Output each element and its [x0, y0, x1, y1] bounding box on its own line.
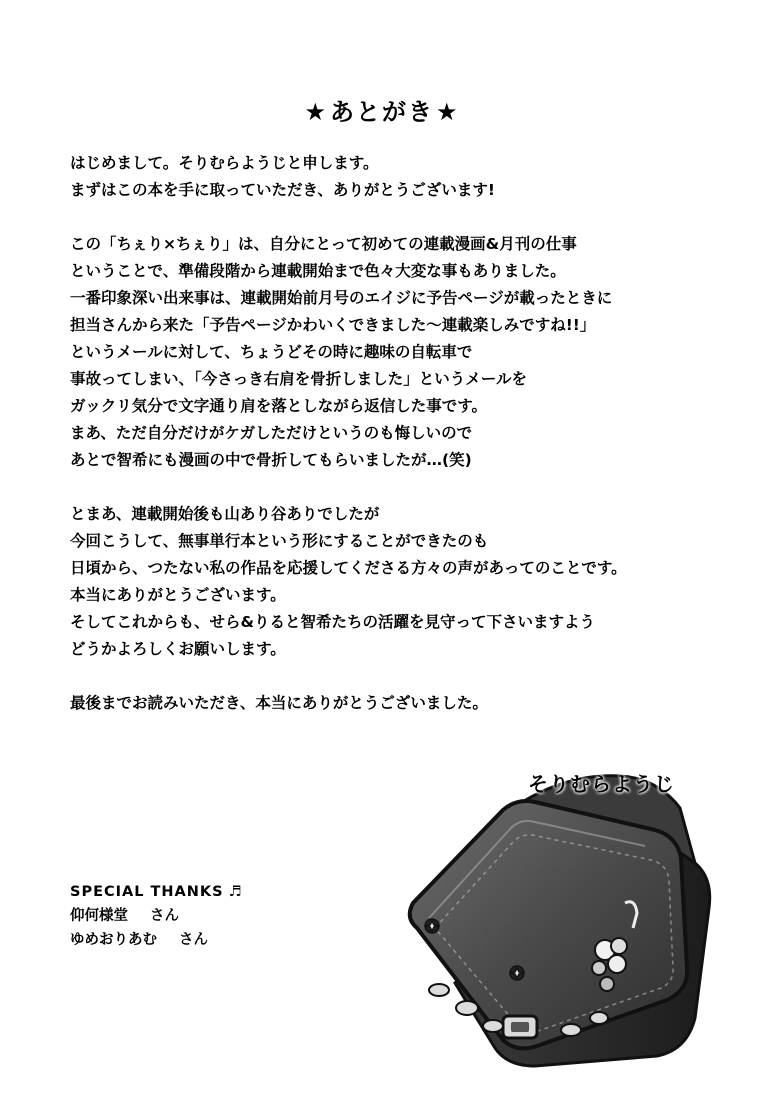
- text-line: 日頃から、つたない私の作品を応援してくださる方々の声があってのことです。: [70, 559, 627, 577]
- text-line: ガックリ気分で文字通り肩を落としながら返信した事です。: [70, 397, 487, 415]
- text-line: 事故ってしまい、「今さっき右肩を骨折しました」というメールを: [70, 370, 527, 388]
- thanks-suffix: さん: [150, 908, 179, 924]
- paragraph: [70, 690, 730, 717]
- text-line: まずはこの本を手に取っていただき、ありがとうございます!: [70, 181, 495, 199]
- text-line: 本当にありがとうございます。: [70, 586, 286, 604]
- paragraph: [70, 150, 730, 204]
- thanks-name-row: [70, 928, 242, 952]
- thanks-name: ゆめおりあむ: [70, 932, 157, 948]
- thanks-name: 仰何様堂: [70, 908, 128, 924]
- title-text: あとがき: [330, 98, 434, 126]
- special-thanks: [70, 880, 242, 952]
- text-line: ということで、準備段階から連載開始まで色々大変な事もありました。: [70, 262, 566, 280]
- paragraph: [70, 231, 730, 474]
- thanks-name-row: [70, 904, 242, 928]
- special-thanks-heading-row: [70, 880, 242, 904]
- thanks-suffix: さん: [179, 932, 208, 948]
- text-line: とまあ、連載開始後も山あり谷ありでしたが: [70, 505, 380, 523]
- text-line: 担当さんから来た「予告ページかわいくできました〜連載楽しみですね!!」: [70, 316, 596, 334]
- text-line: 一番印象深い出来事は、連載開始前月号のエイジに予告ページが載ったときに: [70, 289, 613, 307]
- author-signature: そりむらようじ: [528, 772, 675, 796]
- afterword-body: [70, 150, 730, 744]
- music-note-icon: ♬: [228, 884, 242, 900]
- text-line: 最後までお読みいただき、本当にありがとうございました。: [70, 694, 488, 712]
- text-line: どうかよろしくお願いします。: [70, 640, 286, 658]
- text-line: 今回こうして、無事単行本という形にすることができたのも: [70, 532, 489, 550]
- text-line: まあ、ただ自分だけがケガしただけというのも悔しいので: [70, 424, 473, 442]
- text-line: あとで智希にも漫画の中で骨折してもらいましたが…(笑): [70, 451, 472, 469]
- randoseru-backpack-icon: [395, 768, 735, 1068]
- text-line: はじめまして。そりむらようじと申します。: [70, 154, 379, 172]
- star-icon: ★: [436, 98, 460, 126]
- text-line: というメールに対して、ちょうどその時に趣味の自転車で: [70, 343, 473, 361]
- paragraph: [70, 501, 730, 663]
- text-line: この「ちぇり×ちぇり」は、自分にとって初めての連載漫画&月刊の仕事: [70, 235, 577, 253]
- page-title: [0, 92, 764, 127]
- text-line: そしてこれからも、せら&りると智希たちの活躍を見守って下さいますよう: [70, 613, 596, 631]
- special-thanks-heading: SPECIAL THANKS: [70, 884, 224, 900]
- star-icon: ★: [304, 98, 328, 126]
